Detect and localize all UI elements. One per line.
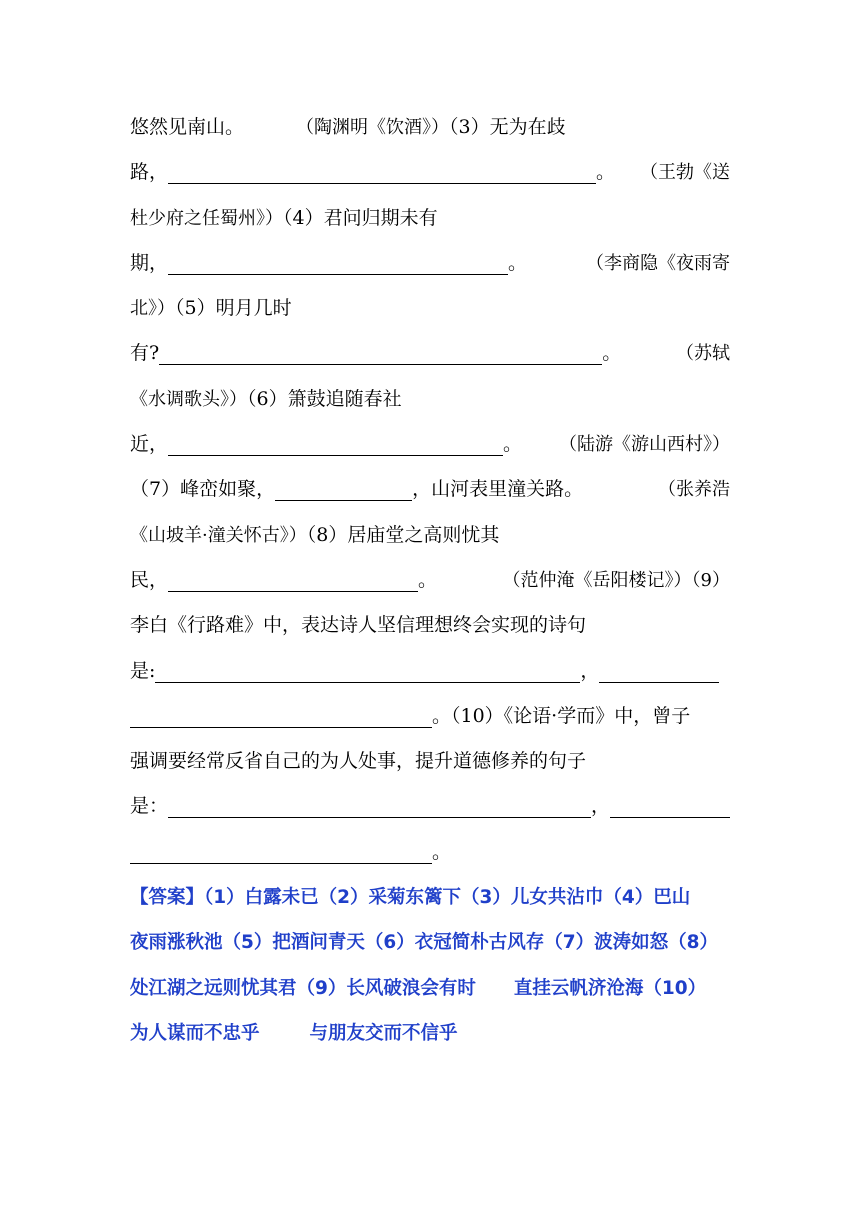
question-text: （4）君问归期未有 [283, 206, 438, 229]
question-text: 路， [130, 161, 169, 184]
question-text: （7）峰峦如聚， [130, 478, 276, 501]
punctuation: 。 [432, 840, 452, 863]
text-line-2 [130, 150, 730, 195]
punctuation: 。 [602, 342, 622, 365]
text-line-6 [130, 331, 730, 376]
answer-line-3 [130, 966, 730, 1011]
answer-blank[interactable] [168, 795, 591, 818]
text-line-15 [130, 739, 730, 784]
text-line-8 [130, 422, 730, 467]
answer-blank[interactable] [599, 660, 719, 683]
source-citation: （张养浩 [658, 479, 730, 501]
answer-blank[interactable] [168, 569, 418, 592]
text-line-9 [130, 467, 730, 512]
answer-tag: 【答案】 [130, 887, 205, 909]
question-text: 是： [130, 795, 169, 818]
source-citation: （李商隐《夜雨寄 [586, 252, 730, 274]
question-text: 期， [130, 251, 169, 274]
answer-blank[interactable] [130, 841, 432, 864]
punctuation: 。 [596, 161, 616, 184]
punctuation: ， [580, 659, 600, 682]
text-line-17 [130, 830, 730, 875]
source-citation: （苏轼 [676, 343, 730, 365]
answer-line-2 [130, 920, 730, 965]
answer-line-1 [130, 875, 730, 920]
punctuation: 。 [503, 433, 523, 456]
answer-blank[interactable] [610, 795, 730, 818]
answer-blank[interactable] [168, 161, 596, 184]
question-text: 是: [130, 659, 156, 682]
document-page [130, 105, 730, 1056]
answer-blank[interactable] [155, 660, 580, 683]
text-line-12 [130, 603, 730, 648]
answer-blank[interactable] [275, 478, 412, 501]
question-text: 强调要经常反省自己的为人处事，提升道德修养的句子 [130, 750, 587, 773]
answer-text: 直挂云帆济沧海（10） [513, 977, 707, 999]
text-line-1 [130, 105, 730, 150]
question-text: （8）居庙堂之高则忧其 [306, 523, 500, 546]
text-line-4 [130, 241, 730, 286]
answer-text: （1）白露未已（2）采菊东篱下（3）儿女共沾巾（4）巴山 [204, 887, 691, 909]
answer-line-4 [130, 1011, 730, 1056]
punctuation: 。 [508, 251, 528, 274]
answer-text: 处江湖之远则忧其君（9）长风破浪会有时 [130, 977, 476, 999]
text-line-10 [130, 513, 730, 558]
question-text: 。（10）《论语·学而》中，曾子 [432, 704, 691, 727]
punctuation: ， [591, 795, 611, 818]
source-citation: （陆游《游山西村》） [559, 434, 730, 456]
punctuation: 。 [418, 568, 438, 591]
question-text: 李白《行路难》中，表达诗人坚信理想终会实现的诗句 [130, 614, 587, 637]
text-line-13 [130, 649, 730, 694]
source-citation: 《山坡羊·潼关怀古》） [130, 524, 307, 546]
source-citation: 杜少府之任蜀州》） [130, 207, 283, 229]
question-text: （5）明月几时 [175, 297, 292, 320]
source-citation: （范仲淹《岳阳楼记》）（9） [502, 569, 730, 591]
question-text: 近， [130, 433, 169, 456]
answer-blank[interactable] [168, 433, 503, 456]
text-line-14 [130, 694, 730, 739]
question-text: 有? [130, 342, 160, 365]
question-text: ，山河表里潼关路。 [412, 478, 584, 501]
question-text: （6）箫鼓追随春社 [247, 387, 402, 410]
text-line-3 [130, 196, 730, 241]
answer-text: 与朋友交而不信乎 [309, 1022, 458, 1044]
text-line-11 [130, 558, 730, 603]
poem-line: 悠然见南山。 [130, 116, 245, 138]
source-citation: （陶渊明《饮酒》） [296, 117, 450, 138]
text-line-7 [130, 377, 730, 422]
text-line-16 [130, 784, 730, 829]
answer-blank[interactable] [130, 705, 432, 728]
question-text: （3）无为在歧 [449, 116, 566, 138]
answer-text: 为人谋而不忠乎 [130, 1022, 260, 1044]
question-text: 民， [130, 568, 169, 591]
source-citation: 北》） [130, 298, 175, 320]
source-citation: 《水调歌头》） [130, 388, 247, 410]
source-citation: （王勃《送 [640, 162, 730, 184]
answer-blank[interactable] [159, 342, 602, 365]
answer-text: 夜雨涨秋池（5）把酒问青天（6）衣冠简朴古风存（7）波涛如怒（8） [130, 932, 718, 954]
answer-blank[interactable] [168, 252, 508, 275]
text-line-5 [130, 286, 730, 331]
